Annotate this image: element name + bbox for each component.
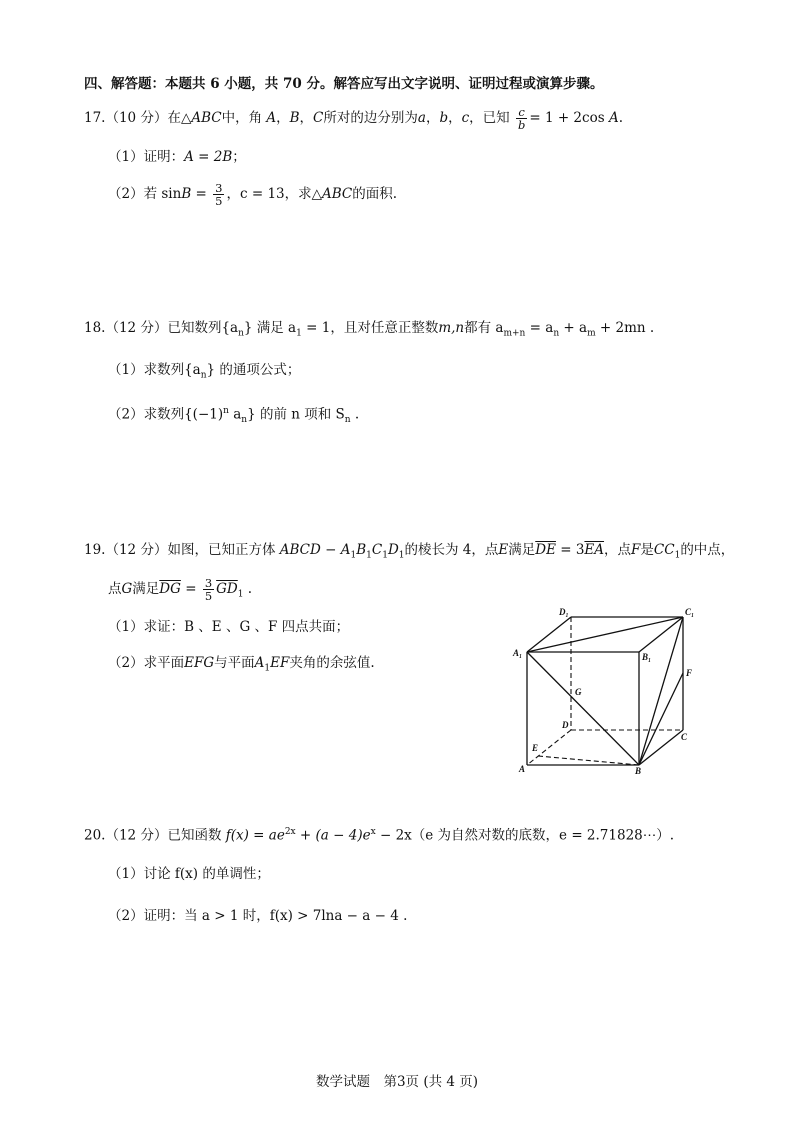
q19-stem-line2: 点G满足$\overline{DG}$ = $\frac{3}{5}$ $\overline{GD}_1$ . xyxy=(108,576,253,603)
page-footer: 数学试题 第3页 (共 4 页) xyxy=(315,1074,479,1090)
label-B1: B₁ xyxy=(642,652,652,662)
cube-figure xyxy=(505,604,695,774)
line-BF xyxy=(639,673,683,765)
q17-stem: 17.（10 分）在△ABC中，角 A，B，C所对的边分别为a，b，c，已知 $\frac{c}{b}$ = 1 + 2cos A. xyxy=(84,105,623,132)
q19-part2: （2）求平面EFG与平面$A_1EF$夹角的余弦值. xyxy=(108,655,375,674)
edge-CB xyxy=(639,730,683,765)
q20-part2: （2）证明：当 a > 1 时，f(x) > 7lna − a − 4 . xyxy=(108,908,408,924)
section-header: 四、解答题：本题共 6 小题，共 70 分。解答应写出文字说明、证明过程或演算步骤。 xyxy=(84,76,604,92)
label-B: B xyxy=(635,766,642,774)
q17-fraction: $\frac{c}{b}$ xyxy=(517,105,526,132)
q20-stem: 20.（12 分）已知函数 $f(x) = ae^{2x} + (a - 4)e^x - 2x(e$ 为自然对数的底数，e = 2.71828⋯）. xyxy=(84,827,675,844)
label-D: D xyxy=(562,720,569,730)
q17-sinB-fraction: $\frac{3}{5}$ xyxy=(215,181,223,208)
q19-stem: 19.（12 分）如图，已知正方体 ABCD − $A_1B_1C_1D_1$的棱长为 4，点E满足$\overline{DE} = 3\overline{EA}$，点F是$CC_1$的中点， xyxy=(84,542,735,561)
q19-fraction: $\frac{3}{5}$ xyxy=(204,576,213,603)
q19-part1: （1）求证：B 、E 、G 、F 四点共面； xyxy=(108,619,350,635)
label-G: G xyxy=(575,687,582,697)
label-D1: D₁ xyxy=(559,607,569,617)
label-C1: C₁ xyxy=(685,607,695,617)
q18-stem: 18.（12 分）已知数列$\{a_n\}$ 满足 $a_1 = 1$，且对任意正整数m,n都有 $a_{m+n} = a_n + a_m + 2mn$ . xyxy=(84,320,655,339)
label-A1: A₁ xyxy=(513,648,523,658)
label-C: C xyxy=(681,732,688,742)
q18-part2: （2）求数列{$(-1)^n$ $a_n$} 的前 n 项和 $S_n$ . xyxy=(108,406,360,426)
label-F: F xyxy=(686,668,693,678)
q18-part1: （1）求数列$\{a_n\}$ 的通项公式； xyxy=(108,362,301,381)
label-A: A xyxy=(519,764,526,774)
q17-part2: （2）若 sinB = $\frac{3}{5}$ ，c = 13，求△ABC的面积. xyxy=(108,181,398,208)
line-A1B xyxy=(527,652,639,765)
line-EB-hidden xyxy=(538,756,639,765)
line-A1C1 xyxy=(527,617,683,652)
label-E: E xyxy=(532,743,539,753)
q20-part1: （1）讨论 f(x) 的单调性； xyxy=(108,866,270,882)
line-BC1 xyxy=(639,617,683,765)
q17-part1: （1）证明：A = 2B； xyxy=(108,149,246,165)
